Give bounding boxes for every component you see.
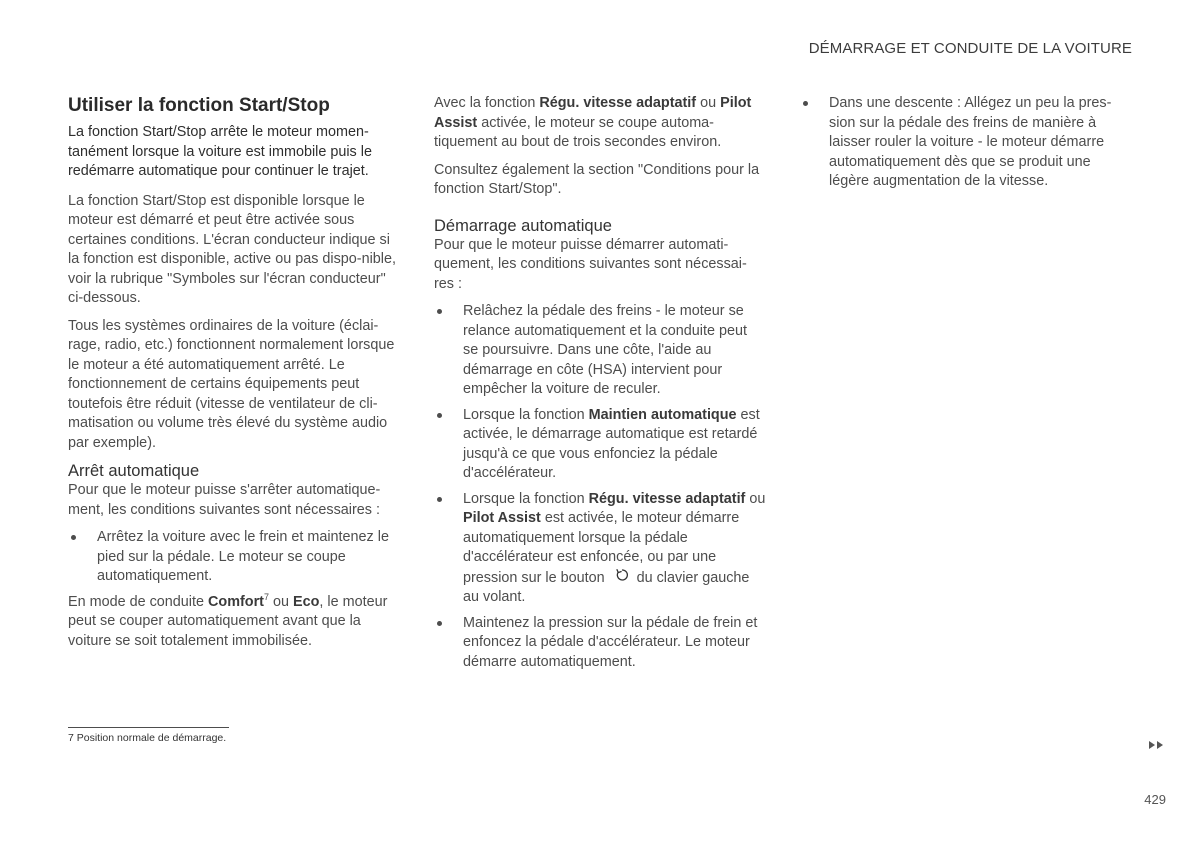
list-item <box>434 406 766 484</box>
text-fragment: activée, le moteur se coupe automa-tiquement au bout de trois secondes environ. <box>434 114 722 150</box>
keyword-pilot-assist: Pilot Assist <box>463 510 541 526</box>
list-item-text: Dans une descente : Allégez un peu la pres-sion sur la pédale des freins de manière à laisser rouler la voiture - le moteur démarre automatiquement dès que se produit une légère augmentation de la vitesse. <box>829 95 1112 189</box>
list-item <box>434 614 766 673</box>
page-number: 429 <box>1144 792 1166 807</box>
paragraph-stop-conditions: Pour que le moteur puisse s'arrêter automatique-ment, les conditions suivantes sont nécessaires : <box>68 482 381 518</box>
column-right <box>800 94 1132 198</box>
resume-icon <box>615 568 629 589</box>
paragraph-availability: La fonction Start/Stop est disponible lorsque le moteur est démarré et peut être activée sous certaines conditions. L'écran conducteur indique si la fonction est disponible, active ou pas dispo-nible, voir la rubrique "Symboles sur l'écran conducteur" ci-dessous. <box>68 192 396 306</box>
lead-paragraph: La fonction Start/Stop arrête le moteur momen-tanément lorsque la voiture est immobile puis le redémarre automatique pour continuer le trajet. <box>68 124 372 179</box>
footnote-divider <box>68 727 229 728</box>
keyword-regu-vitesse: Régu. vitesse adaptatif <box>588 490 746 507</box>
footnote: 7 Position normale de démarrage. <box>68 732 227 744</box>
subheading-auto-start: Démarrage automatique <box>434 216 612 235</box>
column-middle <box>434 94 766 678</box>
list-item <box>434 490 766 608</box>
start-conditions-list <box>434 302 766 672</box>
section-title: DÉMARRAGE ET CONDUITE DE LA VOITURE <box>808 40 1132 57</box>
list-item-text: Arrêtez la voiture avec le frein et maintenez le pied sur la pédale. Le moteur se coupe automatiquement. <box>97 529 389 584</box>
footnote-reference[interactable]: 7 <box>263 591 269 602</box>
paragraph-drive-mode <box>68 593 400 652</box>
paragraph-start-conditions: Pour que le moteur puisse démarrer automati-quement, les conditions suivantes sont nécessai-res : <box>434 236 747 292</box>
page-title: Utiliser la fonction Start/Stop <box>68 95 330 116</box>
text-fragment: , le moteur peut se couper automatiquement avant que la voiture se soit totalement immobilisée. <box>68 593 388 649</box>
stop-conditions-list <box>68 528 400 587</box>
keyword-eco: Eco <box>293 593 320 610</box>
keyword-regu-vitesse: Régu. vitesse adaptatif <box>539 95 697 111</box>
text-fragment: ou <box>269 593 294 610</box>
next-page-icon[interactable] <box>1148 737 1166 755</box>
text-fragment: Lorsque la fonction <box>463 490 589 507</box>
list-item-text: Maintenez la pression sur la pédale de frein et enfoncez la pédale d'accélérateur. Le moteur démarre automatiquement. <box>463 614 758 670</box>
paragraph-adaptive-cruise <box>434 94 766 153</box>
text-fragment: ou <box>745 490 766 507</box>
column-left <box>68 94 400 659</box>
keyword-comfort: Comfort <box>208 593 264 610</box>
text-fragment: est activée, le moteur démarre automatiquement lorsque la pédale d'accélérateur est enfoncée, ou par une pression sur le bouton <box>463 510 740 586</box>
downhill-list <box>800 94 1132 192</box>
text-fragment: est activée, le démarrage automatique est retardé jusqu'à ce que vous enfonciez la pédale d'accélérateur. <box>463 406 760 481</box>
text-fragment: En mode de conduite <box>68 593 209 610</box>
text-fragment: Lorsque la fonction <box>463 406 589 423</box>
list-item-text: Relâchez la pédale des freins - le moteur se relance automatiquement et la conduite peut se poursuivre. Dans une côte, l'aide au démarrage en côte (HSA) intervient pour empêcher la voiture de reculer. <box>463 303 748 397</box>
list-item <box>800 94 1132 192</box>
text-fragment: Avec la fonction <box>434 95 540 111</box>
text-fragment: du clavier gauche au volant. <box>463 569 750 606</box>
subheading-auto-stop: Arrêt automatique <box>68 462 200 480</box>
paragraph-systems: Tous les systèmes ordinaires de la voiture (éclai-rage, radio, etc.) fonctionnent normalement lorsque le moteur a été automatiquement arrêté. Le fonctionnement de certains équipements peut toutefois être réduit (vitesse de ventilateur de cli-matisation ou volume très élevé du système audio par exemple). <box>68 317 395 451</box>
text-fragment: ou <box>696 95 721 111</box>
keyword-maintien-automatique: Maintien automatique <box>588 406 737 423</box>
list-item <box>434 302 766 400</box>
keyword-pilot-assist: Pilot Assist <box>434 95 752 131</box>
list-item <box>68 528 400 587</box>
paragraph-see-also: Consultez également la section "Conditions pour la fonction Start/Stop". <box>434 161 760 197</box>
